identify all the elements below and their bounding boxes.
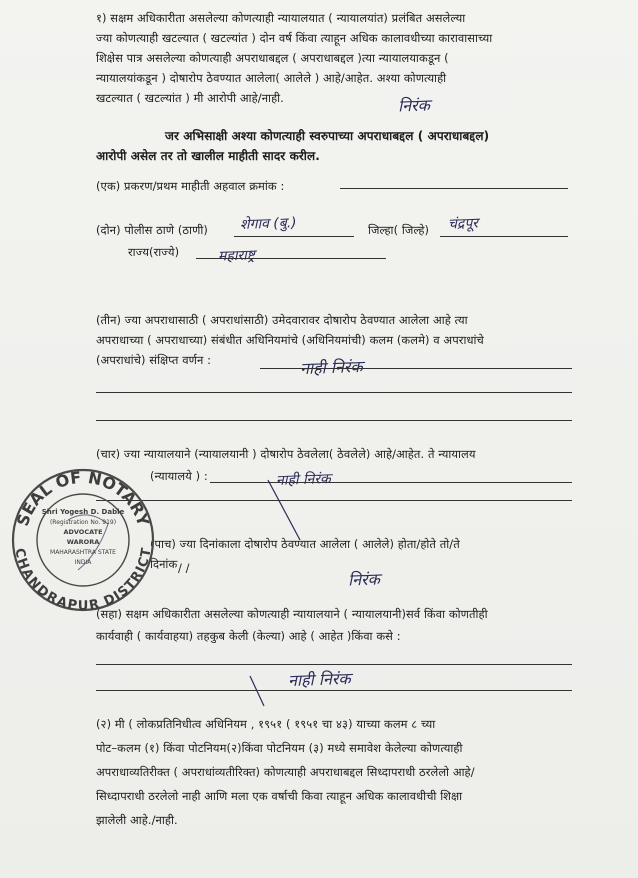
- para2-line-4: सिध्दापराधी ठरलेलो नाही आणि मला एक वर्षाची किवा त्याहून अधिक कालावधीची शिक्षा: [96, 789, 463, 803]
- para1-line-4: न्यायालयांकडून ) दोषारोप ठेवण्यात आलेला( आलेले ) आहे/आहेत. अश्या कोणत्याही: [96, 71, 447, 85]
- police-station-value: शेगाव (बु.): [239, 215, 297, 233]
- item-don-label: (दोन) पोलीस ठाणे (ठाणी): [96, 223, 208, 237]
- seal-name: Shri Yogesh D. Dable: [41, 508, 125, 516]
- seal-role: ADVOCATE: [63, 528, 103, 536]
- item-teen-value: नाही निरंक: [299, 356, 363, 379]
- state-label: राज्य(राज्ये): [128, 245, 180, 259]
- item-teen-line-3: (अपराधांचे) संक्षिप्त वर्णन :: [96, 353, 212, 367]
- para1-line-2: ज्या कोणत्याही खटल्यात ( खटल्यांत ) दोन वर्ष किंवा त्याहून अधिक कालावधीच्या कारावासाच्या: [96, 31, 493, 45]
- item-pach-line-2: दिनांक: [150, 557, 178, 571]
- seal-district-text: CHANDRAPUR DISTRICT: [11, 547, 155, 612]
- item-pach-value: निरंक: [347, 569, 381, 590]
- seal-state: MAHARASHTRA STATE: [50, 549, 116, 556]
- item-ek-label: (एक) प्रकरण/प्रथम माहीती अहवाल क्रमांक :: [96, 179, 285, 193]
- para1-line-5: खटल्यात ( खटल्यांत ) मी आरोपी आहे/नाही.: [96, 91, 284, 105]
- item-char-line-1: (चार) ज्या न्यायालयाने (न्यायालयानी ) दोषारोप ठेवलेला( ठेवलेले) आहे/आहेत. ते न्यायालय: [96, 447, 476, 461]
- para1-line-3: शिक्षेस पात्र असलेल्या कोणत्याही अपराधाबद्दल ( अपराधाबद्दल )त्या न्यायालयाकडून (: [96, 51, 449, 65]
- item-saha-line-1: (सहा) सक्षम अधिकारीता असलेल्या कोणत्याही न्यायालयाने ( न्यायालयानी)सर्व किंवा कोणतीही: [96, 607, 488, 621]
- seal-ring-text: SEAL OF NOTARY: [12, 467, 154, 529]
- para2-line-2: पोट–कलम (१) किंवा पोटनियम(२)किंवा पोटनियम (३) मध्ये समावेश केलेल्या कोणत्याही: [96, 741, 463, 755]
- para2-line-1: (२) मी ( लोकप्रतिनिधीत्व अधिनियम , १९५१ ( १९५१ चा ४३) याच्या कलम ८ च्या: [96, 717, 436, 731]
- item-saha-line-2: कार्यवाही ( कार्यवाहया) तहकुब केली (केल्या) आहे ( आहेत )किंवा कसे :: [96, 629, 401, 643]
- item-char-value: नाही निरंक: [275, 471, 332, 489]
- item-pach-line-1: (पाच) ज्या दिनांकाला दोषारोप ठेवण्यात आलेला ( आलेले) होता/होते तो/ते: [150, 537, 460, 551]
- para1-line-1: १) सक्षम अधिकारीता असलेल्या कोणत्याही न्यायालयात ( न्यायालयांत) प्रलंबित असलेल्या: [96, 11, 466, 25]
- heading-line-1: जर अभिसाक्षी अश्या कोणत्याही स्वरुपाच्या अपराधाबद्दल ( अपराधाबद्दल): [165, 129, 490, 143]
- item-saha-value: नाही निरंक: [287, 668, 351, 691]
- district-label: जिल्हा( जिल्हे): [368, 223, 430, 237]
- seal-registration: (Registration No. 919): [49, 519, 117, 526]
- signature-top: निरंक: [397, 95, 431, 116]
- seal-place: WARORA: [66, 538, 100, 546]
- heading-line-2: आरोपी असेल तर तो खालील माहीती सादर करील.: [96, 149, 320, 163]
- para2-line-3: अपराधाव्यतिरीक्त ( अपराधांव्यतीरिक्त) कोणत्याही अपराधाबद्दल सिध्दापराधी ठरलेलो आहे/: [96, 765, 475, 779]
- item-teen-line-1: (तीन) ज्या अपराधासाठी ( अपराधांसाठी) उमेदवारावर दोषारोप ठेवण्यात आलेला आहे त्या: [96, 313, 468, 327]
- state-value: महाराष्ट्र: [217, 247, 256, 265]
- item-teen-line-2: अपराधाच्या ( अपराधाच्या) संबंधीत अधिनियमांचे (अधिनियमांची) कलम (कलमे) व अपराधांचे: [96, 333, 484, 347]
- seal-country: INDIA: [74, 559, 92, 566]
- item-pach-date: / /: [178, 561, 190, 575]
- para2-line-5: झालेली आहे./नाही.: [96, 813, 178, 827]
- item-char-line-2: (न्यायालये ) :: [150, 469, 208, 483]
- district-value: चंद्रपूर: [447, 215, 479, 233]
